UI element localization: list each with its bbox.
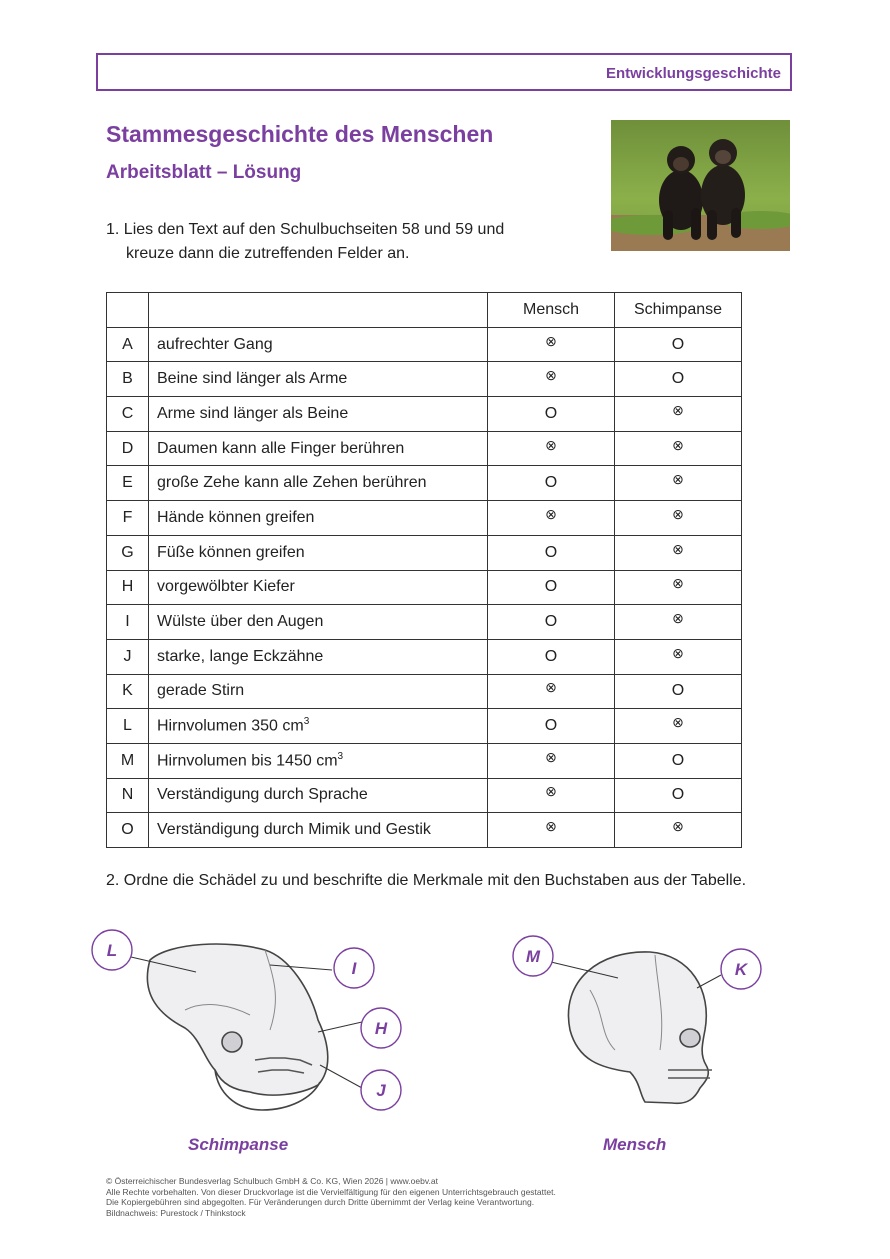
mensch-cell	[488, 397, 615, 432]
row-letter-text: E	[122, 474, 133, 492]
row-feature	[149, 570, 488, 605]
row-letter	[107, 813, 149, 848]
table-row	[107, 778, 742, 813]
mensch-cell	[488, 535, 615, 570]
table-row	[107, 501, 742, 536]
superscript: 3	[337, 751, 344, 763]
human-caption: Mensch	[603, 1135, 667, 1154]
schimpanse-cell	[615, 639, 742, 674]
mensch-cell	[488, 605, 615, 640]
row-letter-text: N	[121, 786, 134, 804]
row-letter-text: C	[121, 404, 134, 422]
row-feature-text: Daumen kann alle Finger berühren	[157, 439, 405, 457]
answer-mark: ⊗	[672, 818, 684, 835]
schimpanse-cell	[615, 466, 742, 501]
answer-mark: ⊗	[545, 818, 557, 835]
traits-table	[106, 292, 742, 848]
answer-mark: ⊗	[545, 679, 557, 696]
table-row	[107, 709, 742, 744]
answer-mark: O	[544, 543, 558, 561]
table-row	[107, 639, 742, 674]
row-feature-text: starke, lange Eckzähne	[157, 647, 324, 665]
row-feature-text: gerade Stirn	[157, 682, 245, 700]
answer-mark: ⊗	[672, 505, 684, 522]
answer-mark: O	[671, 786, 685, 804]
table-row	[107, 813, 742, 848]
table-row	[107, 362, 742, 397]
row-letter	[107, 327, 149, 362]
table-row	[107, 535, 742, 570]
header-mensch: Mensch	[488, 293, 615, 328]
row-feature	[149, 327, 488, 362]
superscript: 3	[303, 716, 310, 728]
table-row	[107, 431, 742, 466]
row-letter-text: F	[122, 508, 133, 526]
schimpanse-cell	[615, 362, 742, 397]
schimpanse-cell	[615, 743, 742, 778]
footer	[106, 1176, 556, 1218]
skulls-figure	[0, 920, 890, 1160]
answer-mark: O	[671, 682, 685, 700]
answer-mark: ⊗	[672, 644, 684, 661]
header-box	[96, 53, 792, 91]
mensch-cell	[488, 362, 615, 397]
row-letter	[107, 570, 149, 605]
row-letter-text: D	[121, 439, 134, 457]
table-row	[107, 570, 742, 605]
answer-mark: ⊗	[545, 783, 557, 800]
task-1-line-1: 1. Lies den Text auf den Schulbuchseiten 58 und 59 und	[106, 221, 505, 238]
schimpanse-cell	[615, 535, 742, 570]
skull-label: M	[525, 947, 541, 966]
row-feature-text: aufrechter Gang	[157, 335, 273, 353]
answer-mark: ⊗	[672, 401, 684, 418]
row-feature-text: Wülste über den Augen	[157, 613, 324, 631]
answer-mark: ⊗	[672, 540, 684, 557]
mensch-cell	[488, 570, 615, 605]
row-feature-text: Beine sind länger als Arme	[157, 370, 348, 388]
row-letter	[107, 362, 149, 397]
table-row	[107, 674, 742, 709]
row-feature-text: Verständigung durch Mimik und Gestik	[157, 821, 431, 839]
table-row	[107, 327, 742, 362]
row-feature	[149, 605, 488, 640]
page-subtitle: Arbeitsblatt – Lösung	[106, 162, 302, 183]
mensch-cell	[488, 674, 615, 709]
row-feature-text: vorgewölbter Kiefer	[157, 578, 295, 596]
row-letter	[107, 709, 149, 744]
task-1-line-2: kreuze dann die zutreffenden Felder an.	[126, 245, 410, 262]
table-row	[107, 605, 742, 640]
category-label: Entwicklungsgeschichte	[605, 65, 781, 82]
mensch-cell	[488, 466, 615, 501]
answer-mark: O	[544, 404, 558, 422]
answer-mark: ⊗	[672, 436, 684, 453]
table-header-row	[107, 293, 742, 328]
schimpanse-cell	[615, 431, 742, 466]
row-feature-text: Hände können greifen	[157, 508, 315, 526]
answer-mark: O	[544, 474, 558, 492]
skull-label: K	[734, 960, 748, 979]
answer-mark: O	[544, 717, 558, 735]
human-skull	[568, 952, 712, 1103]
row-letter-text: J	[123, 647, 132, 665]
row-feature	[149, 743, 488, 778]
answer-mark: O	[671, 335, 685, 353]
mensch-cell	[488, 327, 615, 362]
row-feature	[149, 813, 488, 848]
row-letter-text: O	[121, 821, 134, 839]
row-feature	[149, 674, 488, 709]
answer-mark: ⊗	[545, 367, 557, 384]
skull-label: L	[106, 941, 118, 960]
schimpanse-cell	[615, 501, 742, 536]
task-1-instructions	[106, 218, 504, 266]
row-letter	[107, 397, 149, 432]
schimpanse-cell	[615, 397, 742, 432]
row-letter-text: L	[123, 717, 132, 735]
chimpanzee-photo	[611, 120, 790, 251]
row-feature	[149, 431, 488, 466]
page-title: Stammesgeschichte des Menschen	[106, 121, 494, 147]
chimpanzee-caption: Schimpanse	[188, 1135, 289, 1154]
schimpanse-cell	[615, 605, 742, 640]
row-letter	[107, 535, 149, 570]
row-feature-text: Hirnvolumen bis 1450 cm	[157, 752, 338, 770]
row-letter-text: B	[122, 370, 133, 388]
row-feature-text: Hirnvolumen 350 cm	[157, 717, 304, 735]
row-letter-text: M	[120, 751, 135, 769]
task-2-instructions: 2. Ordne die Schädel zu und beschrifte die Merkmale mit den Buchstaben aus der Tabelle.	[106, 872, 747, 889]
header-schimpanse: Schimpanse	[615, 293, 742, 328]
schimpanse-cell	[615, 327, 742, 362]
row-letter-text: H	[121, 578, 134, 596]
row-letter	[107, 639, 149, 674]
row-feature	[149, 778, 488, 813]
mensch-cell	[488, 639, 615, 674]
row-letter	[107, 501, 149, 536]
row-letter	[107, 431, 149, 466]
schimpanse-cell	[615, 674, 742, 709]
skull-label: I	[351, 959, 357, 978]
header-cell	[149, 293, 488, 328]
chimpanzee-skull	[147, 944, 327, 1110]
answer-mark: O	[544, 613, 558, 631]
row-feature	[149, 709, 488, 744]
schimpanse-cell	[615, 709, 742, 744]
answer-mark: ⊗	[672, 610, 684, 627]
mensch-cell	[488, 743, 615, 778]
footer-line-4: Bildnachweis: Purestock / Thinkstock	[106, 1207, 246, 1218]
row-letter-text: G	[121, 543, 134, 561]
row-feature	[149, 466, 488, 501]
answer-mark: ⊗	[545, 332, 557, 349]
table-row	[107, 466, 742, 501]
row-letter	[107, 466, 149, 501]
row-letter	[107, 778, 149, 813]
answer-mark: ⊗	[672, 714, 684, 731]
table-row	[107, 743, 742, 778]
answer-mark: ⊗	[672, 575, 684, 592]
row-feature-text: Verständigung durch Sprache	[157, 786, 368, 804]
header-cell	[107, 293, 149, 328]
answer-mark: ⊗	[545, 748, 557, 765]
row-letter-text: I	[125, 613, 130, 631]
table-row	[107, 397, 742, 432]
row-feature	[149, 397, 488, 432]
mensch-cell	[488, 431, 615, 466]
row-feature	[149, 639, 488, 674]
row-letter	[107, 674, 149, 709]
row-feature	[149, 535, 488, 570]
schimpanse-cell	[615, 570, 742, 605]
schimpanse-cell	[615, 813, 742, 848]
answer-mark: ⊗	[545, 505, 557, 522]
mensch-cell	[488, 709, 615, 744]
skull-label: H	[374, 1019, 388, 1038]
schimpanse-cell	[615, 778, 742, 813]
mensch-cell	[488, 813, 615, 848]
row-feature-text: Füße können greifen	[157, 543, 305, 561]
skull-label: J	[376, 1081, 386, 1100]
row-feature	[149, 362, 488, 397]
row-letter	[107, 605, 149, 640]
row-letter-text: A	[122, 335, 133, 353]
row-feature	[149, 501, 488, 536]
footer-line-3: Die Kopiergebühren sind abgegolten. Für Veränderungen durch Dritte übernimmt der Verlag keine Verantwortung.	[106, 1197, 535, 1207]
row-feature-text: Arme sind länger als Beine	[157, 404, 349, 422]
footer-line-2: Alle Rechte vorbehalten. Von dieser Druckvorlage ist die Vervielfältigung für den eigenen Unterrichtsgebrauch gestattet.	[106, 1186, 556, 1197]
mensch-cell	[488, 501, 615, 536]
answer-mark: O	[671, 370, 685, 388]
answer-mark: O	[544, 578, 558, 596]
answer-mark: O	[544, 647, 558, 665]
footer-line-1: © Österreichischer Bundesverlag Schulbuch GmbH & Co. KG, Wien 2026 | www.oebv.at	[106, 1176, 438, 1186]
answer-mark: ⊗	[672, 471, 684, 488]
row-feature-text: große Zehe kann alle Zehen berühren	[157, 474, 427, 492]
row-letter	[107, 743, 149, 778]
answer-mark: O	[671, 751, 685, 769]
row-letter-text: K	[122, 682, 133, 700]
mensch-cell	[488, 778, 615, 813]
answer-mark: ⊗	[545, 436, 557, 453]
